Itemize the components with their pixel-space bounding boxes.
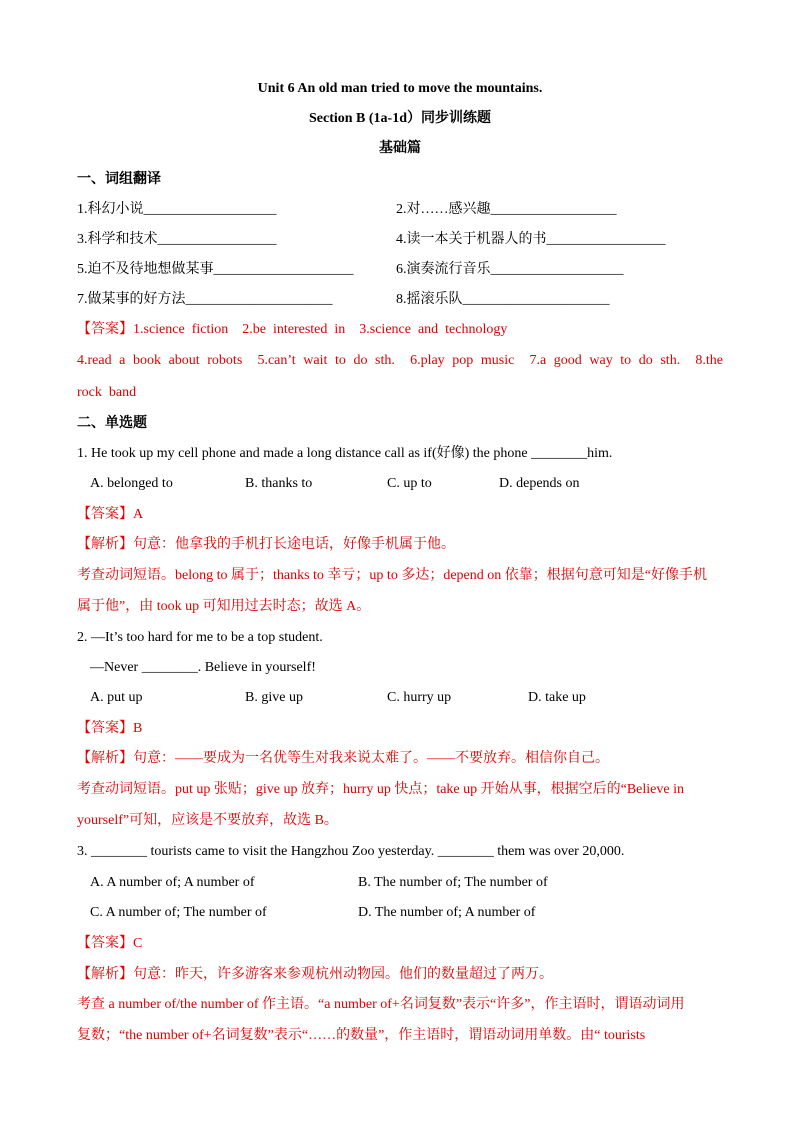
- translation-answer-line-3: rock band: [77, 385, 137, 400]
- question-2-option-b: B. give up: [245, 690, 303, 705]
- translation-answer-line-1: 【答案】1.science fiction 2.be interested in 3.science and technology: [77, 322, 508, 337]
- question-1-analysis: 考查动词短语。belong to 属于；thanks to 幸亏；up to 多达；depend on 依靠；根据句意可知是“好像手机: [77, 568, 707, 583]
- question-3-analysis: 【解析】句意：昨天，许多游客来参观杭州动物园。他们的数量超过了两万。: [77, 967, 553, 982]
- question-2-option-a: A. put up: [90, 690, 143, 705]
- question-1-analysis: 属于他”，由 took up 可知用过去时态；故选 A。: [77, 599, 371, 614]
- question-2-stem: —Never ________. Believe in yourself!: [90, 660, 316, 675]
- question-1-answer: 【答案】A: [77, 507, 144, 522]
- question-2-analysis: 【解析】句意：——要成为一名优等生对我来说太难了。——不要放弃。相信你自己。: [77, 751, 609, 766]
- question-2-stem: 2. —It’s too hard for me to be a top student.: [77, 630, 323, 645]
- section-heading-translation: 一、词组翻译: [77, 172, 161, 187]
- translation-item: 6.演奏流行音乐___________________: [396, 262, 624, 277]
- section-heading-choice: 二、单选题: [77, 416, 147, 431]
- translation-item: 1.科幻小说___________________: [77, 202, 277, 217]
- translation-item: 3.科学和技术_________________: [77, 232, 277, 247]
- translation-item: 7.做某事的好方法_____________________: [77, 292, 333, 307]
- question-2-analysis: yourself”可知，应该是不要放弃，故选 B。: [77, 813, 338, 828]
- document-level: 基础篇: [379, 141, 421, 156]
- translation-item: 4.读一本关于机器人的书_________________: [396, 232, 666, 247]
- question-3-analysis: 考查 a number of/the number of 作主语。“a number of+名词复数”表示“许多”，作主语时，谓语动词用: [77, 997, 685, 1012]
- question-1-analysis: 【解析】句意：他拿我的手机打长途电话，好像手机属于他。: [77, 537, 455, 552]
- translation-item: 5.迫不及待地想做某事____________________: [77, 262, 354, 277]
- question-1-option-b: B. thanks to: [245, 476, 313, 491]
- question-1-option-a: A. belonged to: [90, 476, 173, 491]
- question-1-option-c: C. up to: [387, 476, 432, 491]
- document-subtitle: Section B (1a-1d）同步训练题: [309, 111, 491, 126]
- question-3-option-b: B. The number of; The number of: [358, 875, 548, 890]
- question-2-analysis: 考查动词短语。put up 张贴；give up 放弃；hurry up 快点；take up 开始从事，根据空后的“Believe in: [77, 782, 684, 797]
- question-1-stem: 1. He took up my cell phone and made a long distance call as if(好像) the phone ________him.: [77, 446, 613, 461]
- question-3-option-a: A. A number of; A number of: [90, 875, 255, 890]
- translation-item: 2.对……感兴趣__________________: [396, 202, 617, 217]
- question-3-stem: 3. ________ tourists came to visit the Hangzhou Zoo yesterday. ________ them was over 20,000.: [77, 844, 625, 859]
- question-2-answer: 【答案】B: [77, 721, 143, 736]
- question-1-option-d: D. depends on: [499, 476, 580, 491]
- question-3-option-d: D. The number of; A number of: [358, 905, 536, 920]
- question-3-answer: 【答案】C: [77, 936, 143, 951]
- question-2-option-d: D. take up: [528, 690, 586, 705]
- question-3-analysis: 复数；“the number of+名词复数”表示“……的数量”，作主语时，谓语动词用单数。由“ tourists: [77, 1028, 646, 1043]
- translation-answer-line-2: 4.read a book about robots 5.can’t wait to do sth. 6.play pop music 7.a good way to do sth. 8.the: [77, 353, 723, 368]
- translation-item: 8.摇滚乐队_____________________: [396, 292, 610, 307]
- document-title: Unit 6 An old man tried to move the mountains.: [257, 81, 543, 96]
- question-2-option-c: C. hurry up: [387, 690, 452, 705]
- question-3-option-c: C. A number of; The number of: [90, 905, 267, 920]
